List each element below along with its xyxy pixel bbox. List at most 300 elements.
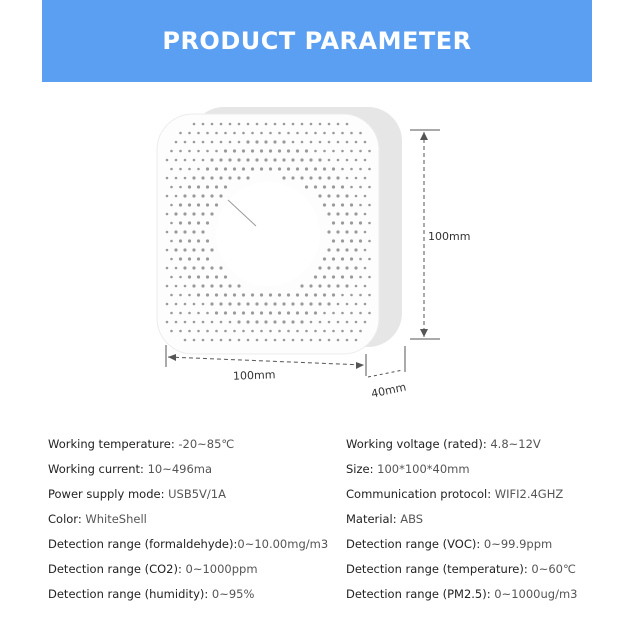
header-banner — [42, 0, 592, 82]
vent-hole — [242, 293, 245, 296]
vent-hole — [355, 339, 358, 342]
vent-hole — [175, 267, 178, 270]
vent-hole — [355, 303, 358, 306]
vent-hole — [327, 302, 330, 305]
vent-hole — [211, 141, 214, 144]
vent-hole — [242, 167, 245, 170]
vent-hole — [206, 257, 209, 260]
vent-hole — [206, 185, 209, 188]
vent-hole — [251, 311, 254, 314]
vent-hole — [170, 312, 173, 315]
vent-hole — [210, 266, 213, 269]
vent-hole — [228, 158, 231, 161]
vent-hole — [188, 132, 191, 135]
vent-hole — [260, 167, 263, 170]
vent-hole — [359, 168, 362, 171]
vent-hole — [183, 230, 186, 233]
vent-hole — [206, 312, 209, 315]
spec-voc: Detection range (VOC): 0~99.9ppm — [346, 537, 553, 551]
vent-hole — [224, 132, 227, 135]
vent-hole — [183, 212, 186, 215]
vent-hole — [170, 222, 173, 225]
vent-hole — [301, 339, 304, 342]
vent-hole — [179, 221, 182, 224]
vent-hole — [202, 321, 205, 324]
vent-hole — [314, 185, 317, 188]
vent-hole — [192, 194, 195, 197]
vent-hole — [337, 303, 340, 306]
vent-hole — [264, 302, 267, 305]
vent-hole — [202, 339, 205, 342]
vent-hole — [350, 132, 353, 135]
center-dial — [216, 182, 320, 286]
spec-temperature-range: Detection range (temperature): 0~60℃ — [346, 562, 576, 576]
vent-hole — [260, 330, 263, 333]
vent-hole — [193, 123, 196, 126]
vent-hole — [197, 185, 200, 188]
vent-hole — [350, 203, 353, 206]
vent-hole — [247, 123, 250, 126]
vent-hole — [354, 248, 357, 251]
vent-hole — [219, 194, 222, 197]
vent-hole — [251, 293, 254, 296]
vent-hole — [211, 123, 214, 126]
vent-hole — [206, 293, 209, 296]
vent-hole — [175, 321, 178, 324]
vent-hole — [210, 176, 213, 179]
vent-hole — [345, 284, 348, 287]
vent-hole — [175, 285, 178, 288]
vent-hole — [219, 176, 222, 179]
vent-hole — [206, 221, 209, 224]
vent-hole — [323, 275, 326, 278]
vent-hole — [166, 213, 169, 216]
vent-hole — [220, 321, 223, 324]
vent-hole — [269, 330, 272, 333]
vent-hole — [197, 168, 200, 171]
vent-hole — [327, 194, 330, 197]
spec-working-current: Working current: 10~496ma — [48, 462, 213, 476]
vent-hole — [274, 123, 277, 126]
vent-hole — [350, 257, 353, 260]
vent-hole — [264, 140, 267, 143]
vent-hole — [300, 302, 303, 305]
vent-hole — [359, 330, 362, 333]
vent-hole — [291, 176, 294, 179]
vent-hole — [364, 141, 367, 144]
vent-hole — [238, 123, 241, 126]
vent-hole — [224, 293, 227, 296]
vent-hole — [327, 248, 330, 251]
vent-hole — [256, 339, 259, 342]
vent-hole — [354, 230, 357, 233]
vent-hole — [229, 339, 232, 342]
vent-hole — [328, 141, 331, 144]
vent-hole — [327, 230, 330, 233]
vent-hole — [192, 266, 195, 269]
vent-hole — [237, 302, 240, 305]
vent-hole — [327, 176, 330, 179]
vent-hole — [215, 203, 218, 206]
vent-hole — [354, 266, 357, 269]
vent-hole — [166, 195, 169, 198]
vent-hole — [350, 239, 353, 242]
vent-hole — [327, 212, 330, 215]
vent-hole — [197, 150, 200, 153]
vent-hole — [237, 284, 240, 287]
vent-hole — [359, 186, 362, 189]
vent-hole — [364, 231, 367, 234]
vent-hole — [273, 302, 276, 305]
vent-hole — [336, 176, 339, 179]
vent-hole — [346, 321, 349, 324]
spec-humidity: Detection range (humidity): 0~95% — [48, 587, 255, 601]
vent-hole — [166, 267, 169, 270]
vent-hole — [228, 176, 231, 179]
vent-hole — [323, 257, 326, 260]
vent-hole — [188, 150, 191, 153]
height-label: 100mm — [428, 230, 471, 243]
vent-hole — [219, 266, 222, 269]
vent-hole — [332, 185, 335, 188]
vent-hole — [166, 285, 169, 288]
vent-hole — [341, 203, 344, 206]
vent-hole — [287, 293, 290, 296]
spec-material: Material: ABS — [346, 512, 424, 526]
vent-hole — [368, 276, 371, 279]
vent-hole — [166, 159, 169, 162]
vent-hole — [323, 150, 326, 153]
vent-hole — [336, 284, 339, 287]
vent-hole — [188, 185, 191, 188]
vent-hole — [364, 321, 367, 324]
vent-hole — [193, 321, 196, 324]
spec-pm25: Detection range (PM2.5): 0~1000ug/m3 — [346, 587, 578, 601]
vent-hole — [211, 339, 214, 342]
vent-hole — [310, 141, 313, 144]
vent-hole — [229, 123, 232, 126]
vent-hole — [300, 176, 303, 179]
vent-hole — [197, 275, 200, 278]
vent-hole — [188, 312, 191, 315]
vent-hole — [265, 123, 268, 126]
vent-hole — [278, 311, 281, 314]
page-title: PRODUCT PARAMETER — [162, 27, 472, 55]
vent-hole — [346, 123, 349, 126]
vent-hole — [350, 150, 353, 153]
vent-hole — [336, 212, 339, 215]
vent-hole — [210, 284, 213, 287]
vent-hole — [319, 123, 322, 126]
vent-hole — [197, 132, 200, 135]
depth-dimension-line — [368, 346, 405, 377]
vent-hole — [179, 203, 182, 206]
vent-hole — [215, 167, 218, 170]
vent-hole — [359, 312, 362, 315]
vent-hole — [318, 194, 321, 197]
vent-hole — [206, 203, 209, 206]
vent-hole — [229, 141, 232, 144]
vent-hole — [368, 168, 371, 171]
vent-hole — [170, 330, 173, 333]
vent-hole — [355, 321, 358, 324]
vent-hole — [269, 149, 272, 152]
vent-hole — [260, 149, 263, 152]
spec-working-voltage: Working voltage (rated): 4.8~12V — [346, 437, 541, 451]
vent-hole — [183, 266, 186, 269]
vent-hole — [332, 330, 335, 333]
vent-hole — [292, 123, 295, 126]
vent-hole — [296, 149, 299, 152]
vent-hole — [188, 257, 191, 260]
vent-hole — [246, 140, 249, 143]
vent-hole — [175, 303, 178, 306]
vent-hole — [224, 311, 227, 314]
vent-hole — [219, 158, 222, 161]
vent-hole — [220, 141, 223, 144]
vent-hole — [314, 275, 317, 278]
vent-hole — [305, 185, 308, 188]
vent-hole — [179, 168, 182, 171]
vent-hole — [242, 149, 245, 152]
vent-hole — [341, 132, 344, 135]
vent-hole — [337, 123, 340, 126]
vent-hole — [202, 159, 205, 162]
vent-hole — [229, 321, 232, 324]
vent-hole — [246, 320, 249, 323]
vent-hole — [337, 159, 340, 162]
vent-hole — [332, 312, 335, 315]
vent-hole — [346, 159, 349, 162]
vent-hole — [237, 320, 240, 323]
vent-hole — [323, 312, 326, 315]
vent-hole — [193, 141, 196, 144]
spec-power-supply: Power supply mode: USB5V/1A — [48, 487, 226, 501]
vent-hole — [170, 186, 173, 189]
vent-hole — [224, 149, 227, 152]
vent-hole — [273, 158, 276, 161]
vent-hole — [345, 230, 348, 233]
vent-hole — [336, 266, 339, 269]
vent-hole — [215, 293, 218, 296]
vent-hole — [296, 132, 299, 135]
vent-hole — [273, 140, 276, 143]
vent-hole — [184, 285, 187, 288]
vent-hole — [318, 266, 321, 269]
vent-hole — [291, 320, 294, 323]
spec-color: Color: WhiteShell — [48, 512, 147, 526]
vent-hole — [184, 159, 187, 162]
vent-hole — [336, 194, 339, 197]
vent-hole — [192, 176, 195, 179]
vent-hole — [323, 185, 326, 188]
vent-hole — [282, 158, 285, 161]
vent-hole — [228, 302, 231, 305]
vent-hole — [364, 195, 367, 198]
vent-hole — [188, 294, 191, 297]
vent-hole — [305, 311, 308, 314]
vent-hole — [269, 167, 272, 170]
vent-hole — [359, 132, 362, 135]
vent-hole — [327, 284, 330, 287]
vent-hole — [192, 284, 195, 287]
vent-hole — [255, 140, 258, 143]
vent-hole — [355, 177, 358, 180]
vent-hole — [314, 132, 317, 135]
vent-hole — [215, 330, 218, 333]
vent-hole — [282, 302, 285, 305]
vent-hole — [183, 248, 186, 251]
vent-hole — [192, 212, 195, 215]
vent-hole — [264, 320, 267, 323]
vent-hole — [166, 177, 169, 180]
vent-hole — [368, 258, 371, 261]
spec-communication: Communication protocol: WIFI2.4GHZ — [346, 487, 564, 501]
vent-hole — [233, 330, 236, 333]
vent-hole — [287, 167, 290, 170]
vent-hole — [300, 284, 303, 287]
vent-hole — [368, 150, 371, 153]
vent-hole — [319, 321, 322, 324]
vent-hole — [287, 330, 290, 333]
vent-hole — [336, 248, 339, 251]
vent-hole — [188, 203, 191, 206]
vent-hole — [188, 168, 191, 171]
vent-hole — [283, 339, 286, 342]
vent-hole — [359, 204, 362, 207]
vent-hole — [350, 294, 353, 297]
spec-formaldehyde: Detection range (formaldehyde):0~10.00mg/m3 — [48, 537, 329, 551]
vent-hole — [346, 339, 349, 342]
vent-hole — [220, 123, 223, 126]
vent-hole — [368, 186, 371, 189]
vent-hole — [364, 159, 367, 162]
vent-hole — [166, 303, 169, 306]
vent-hole — [287, 149, 290, 152]
vent-hole — [355, 141, 358, 144]
vent-hole — [328, 321, 331, 324]
vent-hole — [323, 203, 326, 206]
vent-hole — [310, 339, 313, 342]
vent-hole — [184, 177, 187, 180]
vent-hole — [341, 330, 344, 333]
vent-hole — [332, 203, 335, 206]
vent-hole — [359, 276, 362, 279]
vent-hole — [287, 311, 290, 314]
vent-hole — [350, 330, 353, 333]
vent-hole — [201, 212, 204, 215]
vent-hole — [327, 266, 330, 269]
vent-hole — [179, 294, 182, 297]
vent-hole — [310, 123, 313, 126]
vent-hole — [364, 285, 367, 288]
vent-hole — [215, 150, 218, 153]
vent-hole — [291, 158, 294, 161]
vent-hole — [337, 321, 340, 324]
vent-hole — [345, 248, 348, 251]
vent-hole — [364, 303, 367, 306]
vent-hole — [206, 132, 209, 135]
vent-hole — [328, 159, 331, 162]
vent-hole — [192, 248, 195, 251]
vent-hole — [237, 158, 240, 161]
vent-hole — [332, 150, 335, 153]
vent-hole — [215, 132, 218, 135]
vent-hole — [179, 150, 182, 153]
vent-hole — [359, 239, 362, 242]
vent-hole — [323, 293, 326, 296]
vent-hole — [310, 321, 313, 324]
spec-size: Size: 100*100*40mm — [346, 462, 470, 476]
vent-hole — [305, 149, 308, 152]
vent-hole — [359, 258, 362, 261]
vent-hole — [301, 141, 304, 144]
vent-hole — [341, 257, 344, 260]
vent-hole — [242, 132, 245, 135]
vent-hole — [224, 275, 227, 278]
vent-hole — [202, 123, 205, 126]
vent-hole — [346, 141, 349, 144]
vent-hole — [175, 177, 178, 180]
vent-hole — [350, 186, 353, 189]
vent-hole — [278, 330, 281, 333]
vent-hole — [269, 311, 272, 314]
vent-hole — [251, 330, 254, 333]
vent-hole — [206, 330, 209, 333]
vent-hole — [255, 320, 258, 323]
vent-hole — [368, 240, 371, 243]
vent-hole — [184, 339, 187, 342]
vent-hole — [341, 294, 344, 297]
vent-hole — [364, 213, 367, 216]
vent-hole — [188, 239, 191, 242]
vent-hole — [278, 293, 281, 296]
vent-hole — [337, 141, 340, 144]
vent-hole — [318, 302, 321, 305]
vent-hole — [166, 321, 169, 324]
vent-hole — [341, 185, 344, 188]
vent-hole — [355, 159, 358, 162]
vent-hole — [332, 293, 335, 296]
vent-hole — [283, 123, 286, 126]
vent-hole — [210, 194, 213, 197]
vent-hole — [197, 257, 200, 260]
vent-hole — [355, 195, 358, 198]
vent-hole — [332, 239, 335, 242]
vent-hole — [318, 176, 321, 179]
vent-hole — [202, 303, 205, 306]
vent-hole — [170, 276, 173, 279]
vent-hole — [255, 302, 258, 305]
vent-hole — [368, 222, 371, 225]
spec-working-temperature: Working temperature: -20~85℃ — [48, 437, 235, 451]
vent-hole — [256, 123, 259, 126]
vent-hole — [237, 176, 240, 179]
vent-hole — [175, 159, 178, 162]
vent-hole — [233, 149, 236, 152]
vent-hole — [210, 248, 213, 251]
vent-hole — [242, 311, 245, 314]
vent-hole — [282, 176, 285, 179]
vent-hole — [238, 339, 241, 342]
vent-hole — [364, 177, 367, 180]
vent-hole — [170, 258, 173, 261]
vent-hole — [197, 221, 200, 224]
vent-hole — [215, 311, 218, 314]
vent-hole — [350, 221, 353, 224]
vent-hole — [219, 284, 222, 287]
vent-hole — [247, 339, 250, 342]
